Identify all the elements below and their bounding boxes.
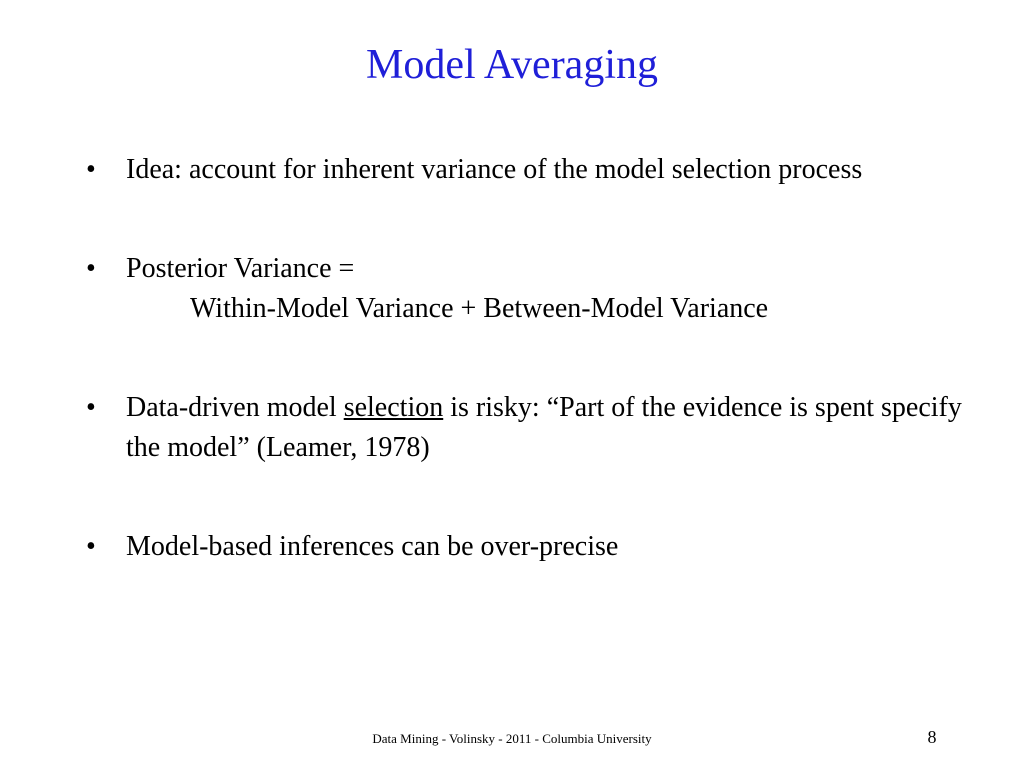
bullet-marker: •	[86, 531, 96, 562]
bullet-item-over-precise	[86, 527, 966, 567]
bullet-text-line-1: Posterior Variance =	[126, 253, 355, 284]
bullet-marker: •	[86, 392, 96, 423]
bullet-item-posterior-variance	[86, 249, 966, 329]
bullet-item-data-driven-selection	[86, 388, 966, 468]
bullet-text: Idea: account for inherent variance of the model selection process	[126, 154, 863, 185]
page-number: 8	[927, 727, 937, 747]
bullet-text: Model-based inferences can be over-precise	[126, 531, 619, 562]
slide-title: Model Averaging	[366, 42, 658, 88]
bullet-text-after: is risky: “Part of the evidence is spent specify the model” (Leamer, 1978)	[126, 392, 962, 463]
bullet-marker: •	[86, 154, 96, 185]
bullet-marker: •	[86, 253, 96, 284]
slide-footer: Data Mining - Volinsky - 2011 - Columbia University	[372, 731, 652, 746]
bullet-list	[86, 150, 966, 626]
underlined-word: selection	[343, 392, 444, 423]
bullet-text-line-2: Within-Model Variance + Between-Model Variance	[190, 293, 769, 324]
bullet-text-before: Data-driven model	[126, 392, 344, 423]
bullet-item-idea	[86, 150, 966, 190]
